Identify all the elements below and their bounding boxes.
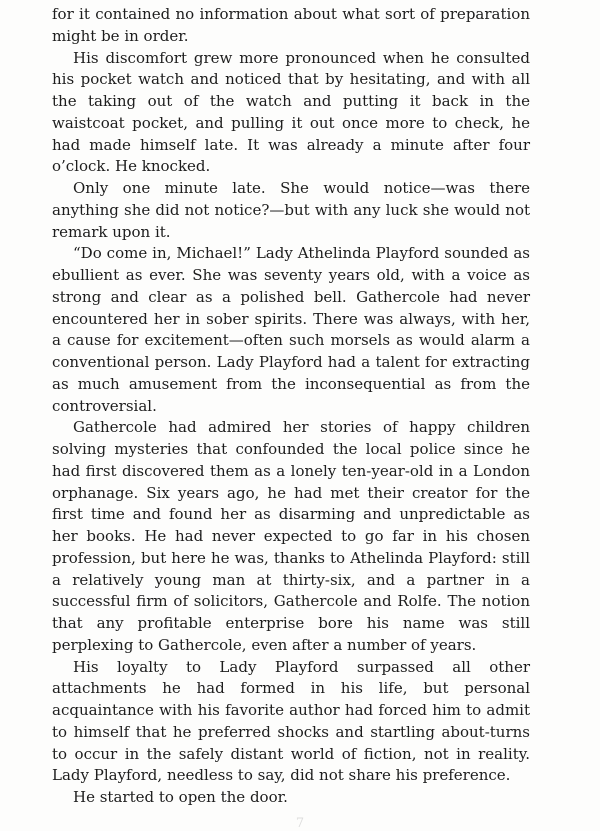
paragraph-discomfort: His discomfort grew more pronounced when he consulted his pocket watch and noticed that by hesitating, and with all the taking out of the watch and putting it back in the waistcoat pocket, and pulling it out once more to check, he had made himself late. It was already a minute after four o’clock. He knocked. xyxy=(52,48,530,176)
page-number: 7 xyxy=(295,816,305,831)
paragraph-gathercole-admired: Gathercole had admired her stories of happy children solving mysteries that confounded the local police since he had first discovered them as a lonely ten-year-old in a London orphanage. Six years ago, he had met their creator for the first time and found her as disarming and unpredictable as her books. He had never expected to go far in his chosen profession, but here he was, thanks to Athelinda Playford: still a relatively young man at thirty-six, and a partner in a successful firm of solicitors, Gathercole and Rolfe. The notion that any profitable enterprise bore his name was still perplexing to Gathercole, even after a number of years. xyxy=(52,418,530,654)
paragraph-one-minute-late: Only one minute late. She would notice—was there anything she did not notice?—but with any luck she would not remark upon it. xyxy=(52,179,530,241)
body-text xyxy=(52,4,530,809)
paragraph-do-come-in: “Do come in, Michael!” Lady Athelinda Playford sounded as ebullient as ever. She was seventy years old, with a voice as strong and clear as a polished bell. Gathercole had never encountered her in sober spirits. There was always, with her, a cause for excitement—often such morsels as would alarm a conventional person. Lady Playford had a talent for extracting as much amusement from the inconsequential as from the controversial. xyxy=(52,244,530,415)
paragraph-continued: for it contained no information about what sort of preparation might be in order. xyxy=(52,5,530,45)
paragraph-loyalty: His loyalty to Lady Playford surpassed all other attachments he had formed in his life, but personal acquaintance with his favorite author had forced him to admit to himself that he preferred shocks and startling about-turns to occur in the safely distant world of fiction, not in reality. Lady Playford, needless to say, did not share his preference. xyxy=(52,657,530,785)
paragraph-open-door: He started to open the door. xyxy=(73,788,288,806)
